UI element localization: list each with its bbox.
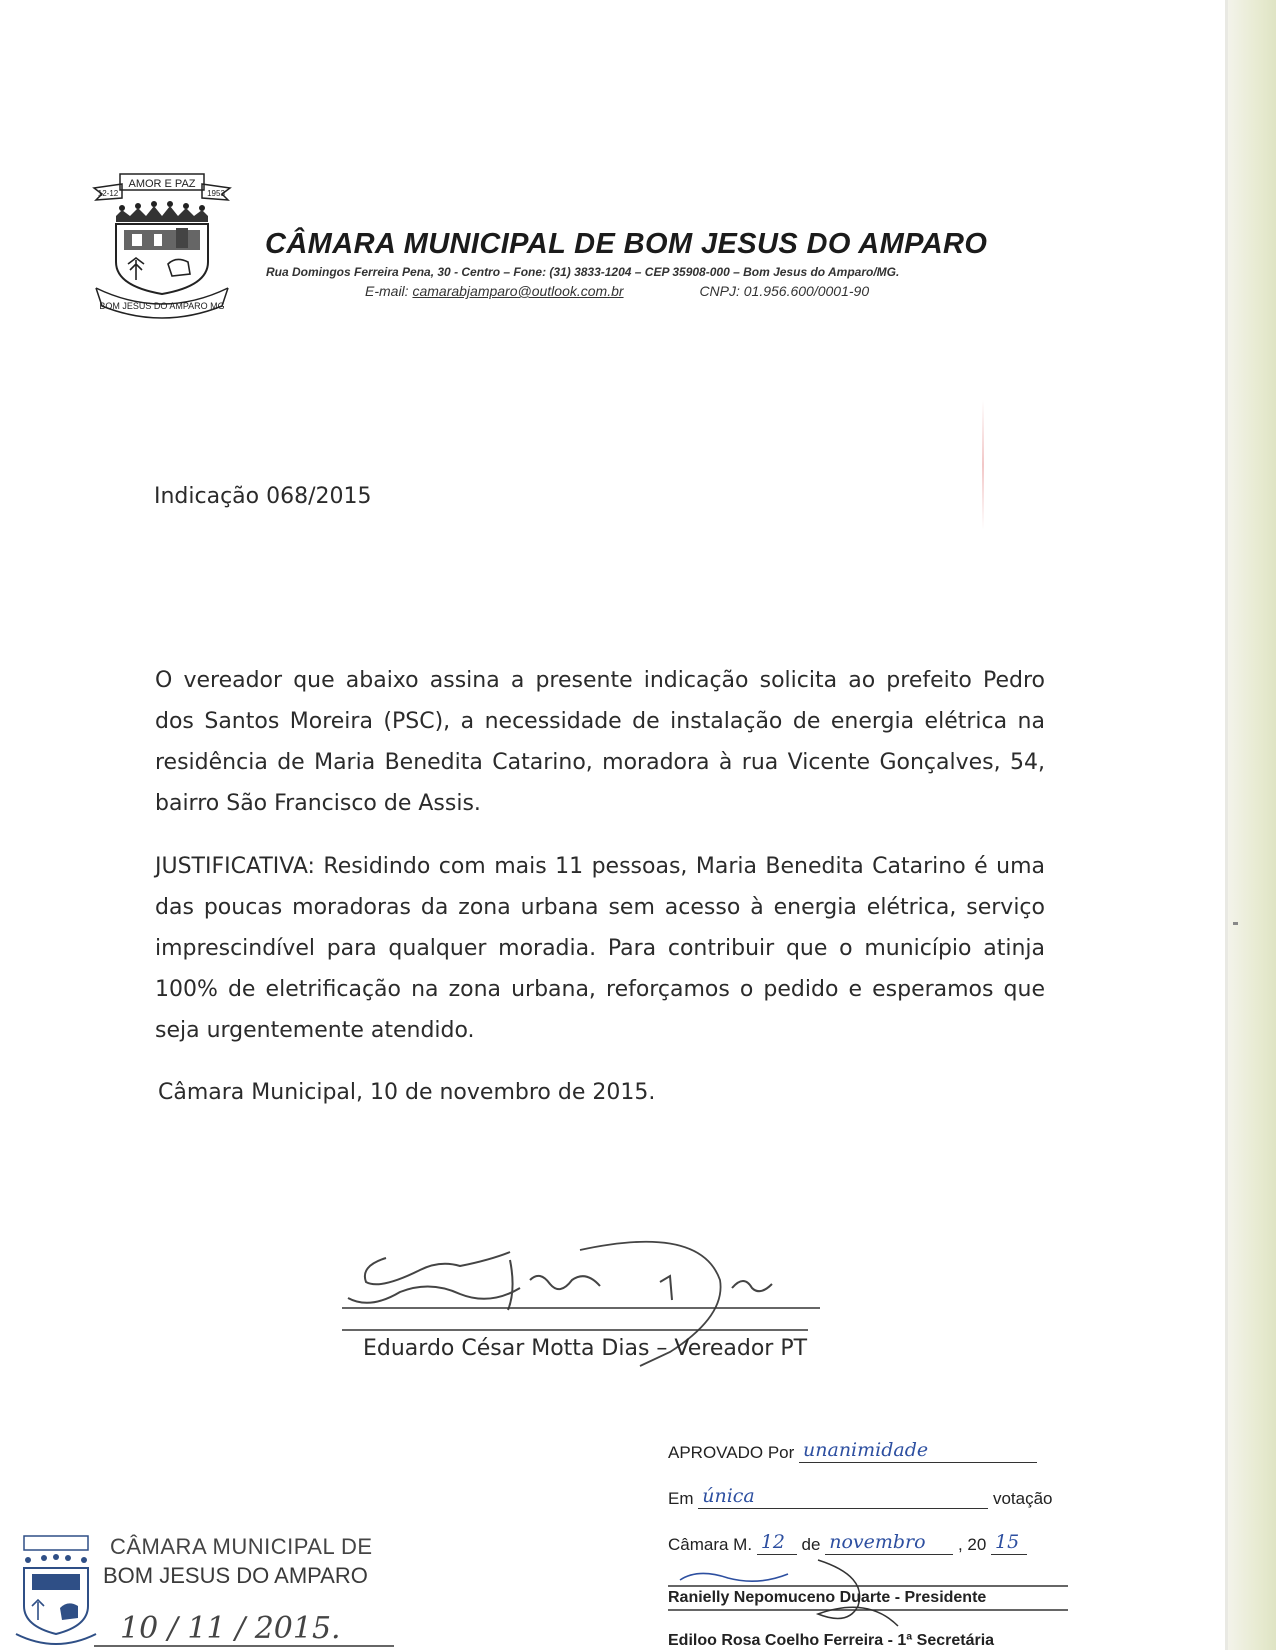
- seal-motto: AMOR E PAZ: [128, 178, 196, 190]
- municipal-seal-icon: [92, 170, 232, 320]
- document-number: Indicação 068/2015: [154, 484, 372, 509]
- signer-name: Eduardo César Motta Dias – Vereador PT: [363, 1336, 808, 1361]
- seal-right-ribbon: 1953: [207, 189, 225, 198]
- de-label: de: [801, 1535, 821, 1554]
- stamp-line-2: BOM JESUS DO AMPARO: [103, 1563, 368, 1588]
- approved-row: [668, 1440, 1037, 1466]
- approval-month: novembro: [829, 1531, 926, 1553]
- approval-day: 12: [760, 1531, 785, 1553]
- stray-ink-mark: [982, 400, 984, 530]
- page-edge-shadow: [1228, 0, 1276, 1650]
- stamp-date: [94, 1602, 394, 1650]
- approved-value: unanimidade: [803, 1439, 929, 1461]
- request-paragraph: O vereador que abaixo assina a presente indicação solicita ao prefeito Pedro dos Santos Moreira (PSC), a necessidade de instalação de energia elétrica na residência de Maria Benedita Catarino, moradora à rua Vicente Gonçalves, 54, bairro São Francisco de Assis.: [155, 668, 1045, 816]
- em-value: única: [702, 1485, 755, 1507]
- stamp-line-1: CÂMARA MUNICIPAL DE: [110, 1534, 373, 1559]
- date-line: Câmara Municipal, 10 de novembro de 2015.: [158, 1080, 656, 1105]
- stamp-date-value: 10 / 11 / 2015.: [120, 1611, 341, 1646]
- em-label: Em: [668, 1489, 694, 1508]
- institution-contact: [365, 283, 869, 299]
- year-prefix: , 20: [957, 1535, 987, 1554]
- approval-year: 15: [995, 1531, 1020, 1553]
- institution-address: Rua Domingos Ferreira Pena, 30 - Centro – Fone: (31) 3833-1204 – CEP 35908-000 – Bom Jesus do Amparo/MG.: [266, 265, 900, 279]
- approved-label: APROVADO Por: [668, 1443, 795, 1462]
- stray-dot: [1233, 922, 1238, 925]
- cnpj: CNPJ: 01.956.600/0001-90: [699, 283, 870, 299]
- president-name: Ranielly Nepomuceno Duarte - Presidente: [668, 1589, 987, 1606]
- email-link[interactable]: camarabjamparo@outlook.com.br: [412, 283, 624, 299]
- page-fold: [1225, 0, 1228, 1650]
- secretary-name: Ediloo Rosa Coelho Ferreira - 1ª Secretária: [668, 1632, 995, 1649]
- votacao-label: votação: [992, 1489, 1053, 1508]
- camara-label: Câmara M.: [668, 1535, 753, 1554]
- camara-date-row: [668, 1532, 1027, 1558]
- justification-paragraph: JUSTIFICATIVA: Residindo com mais 11 pessoas, Maria Benedita Catarino é uma das poucas moradoras da zona urbana sem acesso à energia elétrica, serviço imprescindível para qualquer moradia. Para contribuir que o município atinja 100% de eletrificação na zona urbana, reforçamos o pedido e esperamos que seja urgentemente atendido.: [155, 854, 1045, 1043]
- institution-title: CÂMARA MUNICIPAL DE BOM JESUS DO AMPARO: [265, 228, 988, 260]
- email-label: E-mail:: [365, 283, 409, 299]
- seal-left-ribbon: 12-12: [97, 189, 119, 198]
- stamp-seal-icon: [14, 1530, 98, 1650]
- em-row: [668, 1486, 1053, 1512]
- seal-bottom-text: BOM JESUS DO AMPARO MG: [99, 301, 225, 311]
